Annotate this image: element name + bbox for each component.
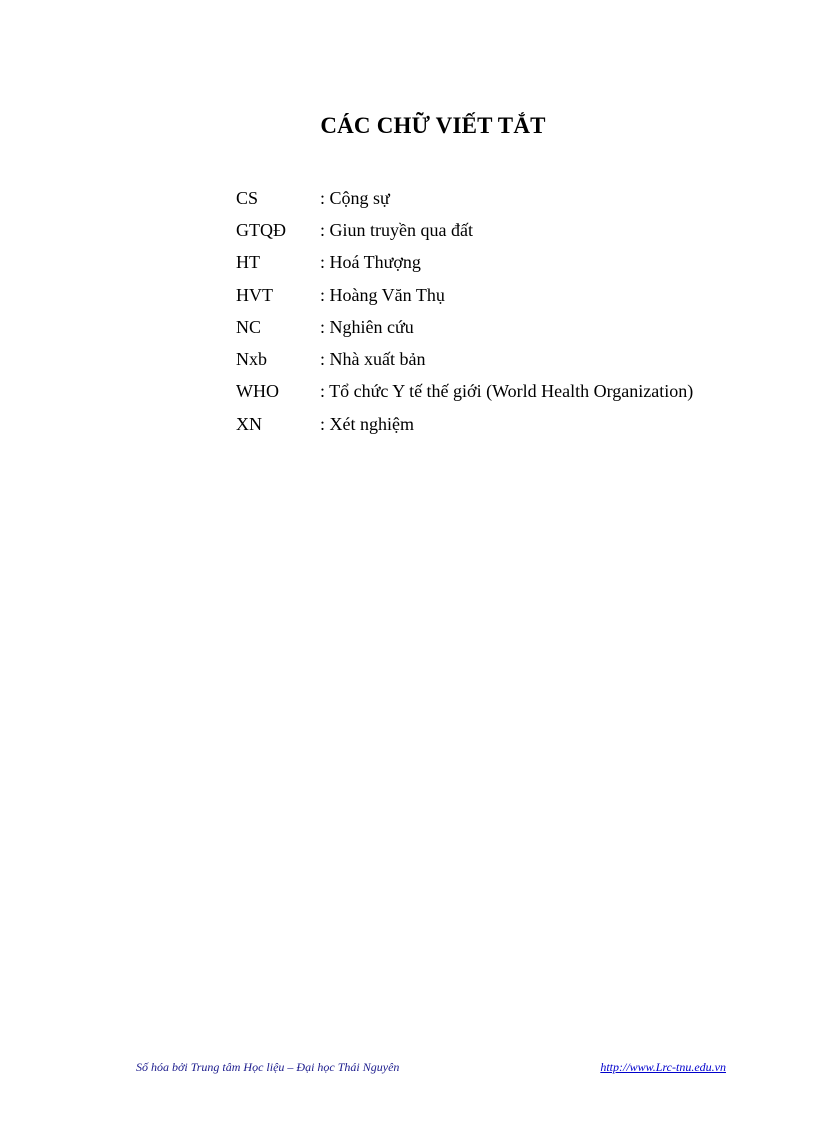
list-item (236, 376, 776, 408)
page-title: CÁC CHỮ VIẾT TẮT (320, 113, 546, 138)
abbreviation-code: HT (236, 252, 260, 273)
abbreviation-list (236, 182, 776, 440)
list-item (236, 182, 776, 214)
abbreviation-definition: : Cộng sự (320, 187, 390, 208)
abbreviation-definition: : Hoá Thượng (320, 252, 421, 273)
list-item (236, 408, 776, 440)
list-item (236, 311, 776, 343)
list-item (236, 343, 776, 375)
abbreviation-definition: : Nhà xuất bản (320, 349, 426, 370)
footer-credit-text: Số hóa bởi Trung tâm Học liệu – Đại học Thái Nguyên (136, 1060, 400, 1074)
abbreviation-code: WHO (236, 381, 279, 402)
footer-website-link[interactable]: http://www.Lrc-tnu.edu.vn (600, 1060, 726, 1074)
abbreviation-code: NC (236, 316, 262, 337)
list-item (236, 279, 776, 311)
abbreviation-code: Nxb (236, 349, 267, 370)
abbreviation-definition: : Hoàng Văn Thụ (320, 284, 445, 305)
abbreviation-definition: : Nghiên cứu (320, 316, 414, 337)
abbreviation-code: HVT (236, 284, 273, 305)
abbreviation-definition: : Xét nghiệm (320, 413, 414, 434)
abbreviation-code: CS (236, 187, 259, 208)
list-item (236, 214, 776, 246)
list-item (236, 247, 776, 279)
abbreviation-definition: : Tổ chức Y tế thế giới (World Health Organization) (320, 381, 694, 402)
abbreviation-code: XN (236, 413, 262, 434)
abbreviation-code: GTQĐ (236, 219, 286, 240)
abbreviation-definition: : Giun truyền qua đất (320, 219, 473, 240)
